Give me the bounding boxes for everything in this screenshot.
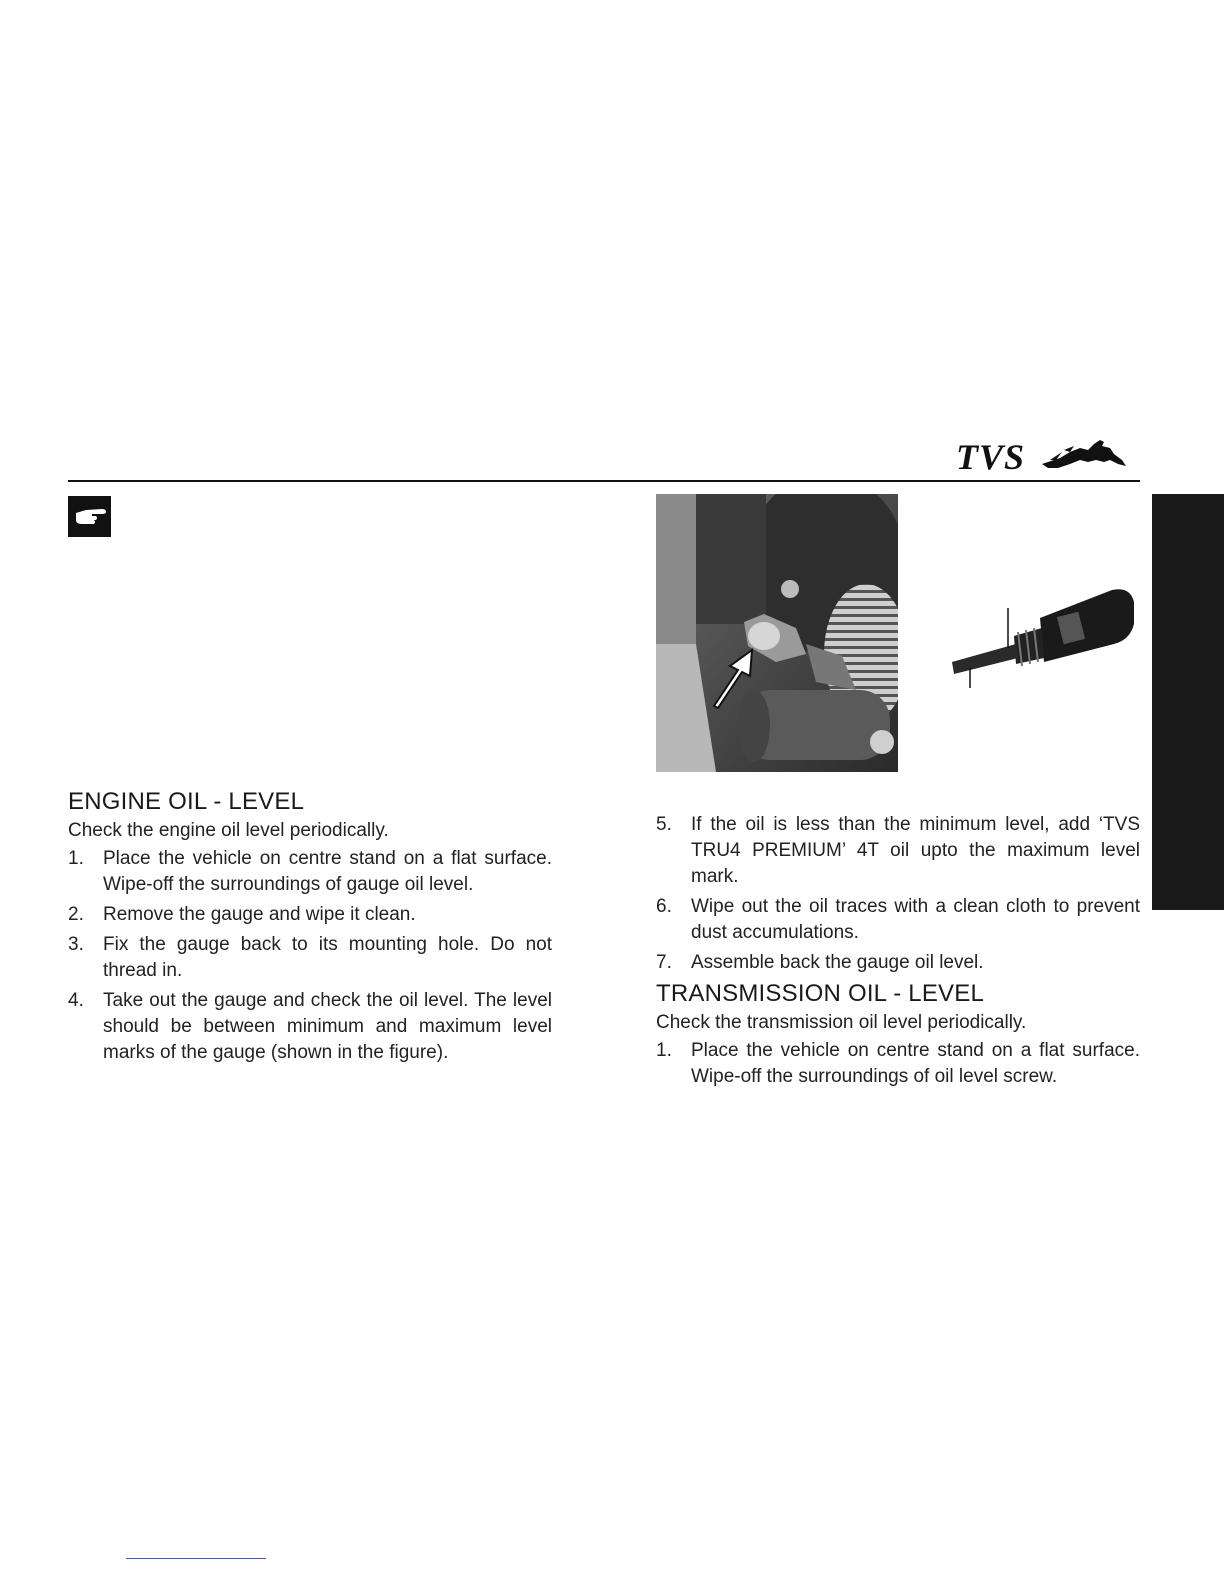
pointing-hand-icon <box>68 496 111 537</box>
header-rule <box>68 480 1140 482</box>
section-heading: TRANSMISSION OIL - LEVEL <box>656 980 984 1007</box>
step-number: 2. <box>68 904 84 925</box>
steps-list <box>656 812 1140 976</box>
section-intro: Check the transmission oil level periodically. <box>656 1012 1027 1033</box>
step-number: 1. <box>656 1040 672 1061</box>
steps-list <box>656 1038 1140 1090</box>
list-item <box>68 932 552 984</box>
section-heading: ENGINE OIL - LEVEL <box>68 788 305 815</box>
list-item <box>656 812 1140 890</box>
section-side-tab <box>1152 494 1224 910</box>
footer-link-line <box>126 1558 266 1559</box>
step-number: 3. <box>68 934 84 955</box>
step-number: 5. <box>656 814 672 835</box>
step-number: 7. <box>656 952 672 973</box>
step-text: If the oil is less than the minimum level, add ‘TVS TRU4 PREMIUM’ 4T oil upto the maximum level mark. <box>691 814 1140 887</box>
step-text: Fix the gauge back to its mounting hole. Do not thread in. <box>103 934 552 981</box>
step-text: Take out the gauge and check the oil level. The level should be between minimum and maximum level marks of the gauge (shown in the figure). <box>103 990 552 1063</box>
list-item <box>68 846 552 898</box>
list-item <box>68 988 552 1066</box>
step-text: Wipe out the oil traces with a clean cloth to prevent dust accumulations. <box>691 896 1140 943</box>
oil-gauge-illustration <box>944 578 1134 696</box>
list-item <box>656 894 1140 946</box>
horse-logo-icon <box>1040 438 1128 472</box>
list-item <box>656 1038 1140 1090</box>
engine-photo <box>656 494 898 772</box>
engine-oil-section <box>68 788 552 1070</box>
step-text: Place the vehicle on centre stand on a flat surface. Wipe-off the surroundings of gauge oil level. <box>103 848 552 895</box>
step-text: Assemble back the gauge oil level. <box>691 952 984 973</box>
section-intro: Check the engine oil level periodically. <box>68 820 389 841</box>
list-item <box>656 950 1140 976</box>
steps-list <box>68 846 552 1066</box>
transmission-oil-section <box>656 812 1140 1094</box>
step-text: Remove the gauge and wipe it clean. <box>103 904 416 925</box>
step-number: 4. <box>68 990 84 1011</box>
brand-logo-text: TVS <box>956 437 1026 477</box>
list-item <box>68 902 552 928</box>
step-text: Place the vehicle on centre stand on a flat surface. Wipe-off the surroundings of oil level screw. <box>691 1040 1140 1087</box>
step-number: 1. <box>68 848 84 869</box>
step-number: 6. <box>656 896 672 917</box>
